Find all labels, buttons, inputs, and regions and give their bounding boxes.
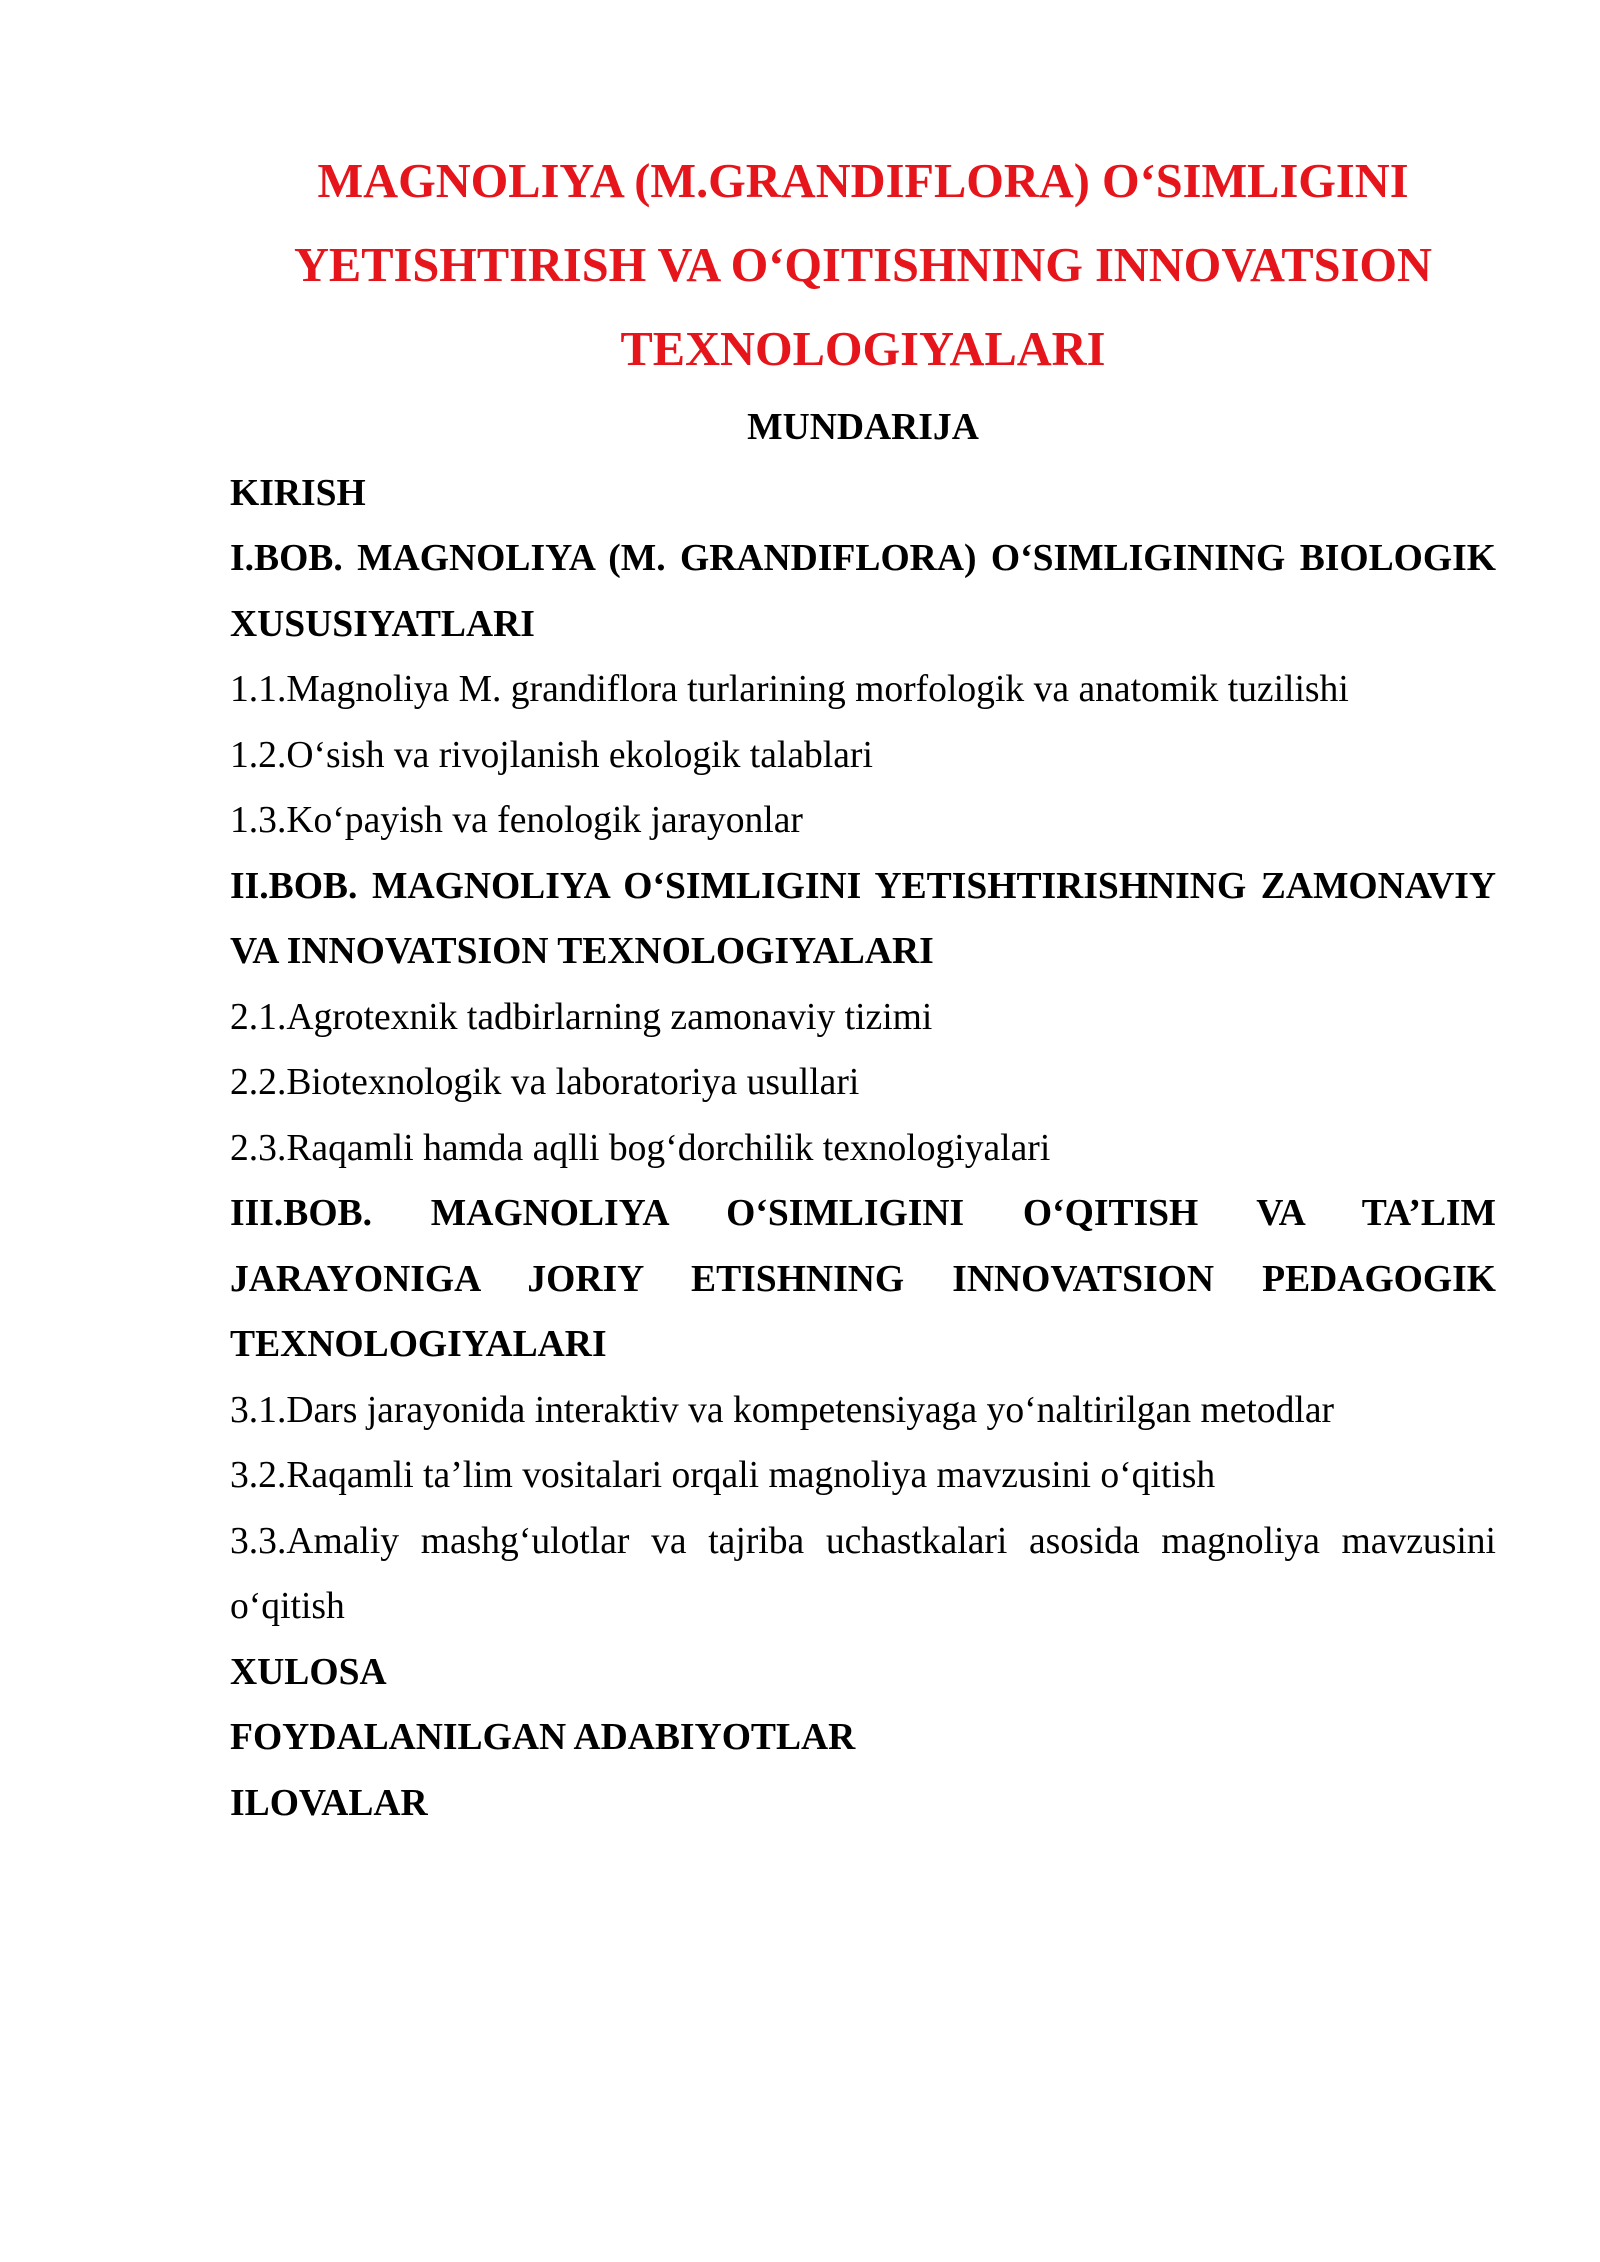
chapter-3-title-line-2: JARAYONIGA JORIY ETISHNING INNOVATSION PEDAGOGIK [230, 1258, 1496, 1300]
document-title [230, 140, 1496, 392]
toc-section-1-1: 1.1.Magnoliya M. grandiflora turlarining morfologik va anatomik tuzilishi [230, 669, 1349, 710]
toc-section-3-2: 3.2.Raqamli ta’lim vositalari orqali magnoliya mavzusini o‘qitish [230, 1455, 1216, 1496]
toc-chapter-1 [230, 526, 1496, 854]
toc-section-2-3: 2.3.Raqamli hamda aqlli bog‘dorchilik texnologiyalari [230, 1127, 1051, 1169]
table-of-contents [230, 461, 1496, 1837]
toc-references: FOYDALANILGAN ADABIYOTLAR [230, 1717, 856, 1758]
toc-section-2-2: 2.2.Biotexnologik va laboratoriya usullari [230, 1062, 860, 1103]
chapter-2-title-line-2: VA INNOVATSION TEXNOLOGIYALARI [230, 931, 934, 972]
chapter-2-title-line-1: II.BOB. MAGNOLIYA O‘SIMLIGINI YETISHTIRISHNING ZAMONAVIY [230, 865, 1496, 907]
toc-section-3-3-line-2: o‘qitish [230, 1586, 345, 1627]
toc-intro: KIRISH [230, 472, 366, 514]
chapter-1-title-line-2: XUSUSIYATLARI [230, 603, 535, 645]
title-line-2: YETISHTIRISH VA O‘QITISHNING INNOVATSION [293, 239, 1432, 292]
toc-section-3-3-line-1: 3.3.Amaliy mashg‘ulotlar va tajriba uchastkalari asosida magnoliya mavzusini [230, 1520, 1496, 1562]
toc-heading: MUNDARIJA [747, 407, 979, 448]
chapter-3-title-line-1: III.BOB. MAGNOLIYA O‘SIMLIGINI O‘QITISH VA TA’LIM [230, 1193, 1496, 1234]
toc-section-2-1: 2.1.Agrotexnik tadbirlarning zamonaviy tizimi [230, 996, 933, 1038]
title-line-3: TEXNOLOGIYALARI [620, 323, 1106, 376]
chapter-1-title-line-1: I.BOB. MAGNOLIYA (M. GRANDIFLORA) O‘SIMLIGINING BIOLOGIK [230, 538, 1496, 579]
page-content [230, 140, 1496, 1836]
toc-conclusion: XULOSA [230, 1651, 387, 1693]
toc-chapter-2 [230, 854, 1496, 1182]
toc-section-1-3: 1.3.Ko‘payish va fenologik jarayonlar [230, 800, 803, 841]
toc-appendices: ILOVALAR [230, 1782, 428, 1824]
title-line-1: MAGNOLIYA (M.GRANDIFLORA) O‘SIMLIGINI [317, 155, 1409, 208]
toc-section-3-1: 3.1.Dars jarayonida interaktiv va kompetensiyaga yo‘naltirilgan metodlar [230, 1389, 1335, 1431]
chapter-3-title-line-3: TEXNOLOGIYALARI [230, 1324, 607, 1365]
toc-section-1-2: 1.2.O‘sish va rivojlanish ekologik talablari [230, 734, 873, 776]
toc-chapter-3 [230, 1181, 1496, 1640]
